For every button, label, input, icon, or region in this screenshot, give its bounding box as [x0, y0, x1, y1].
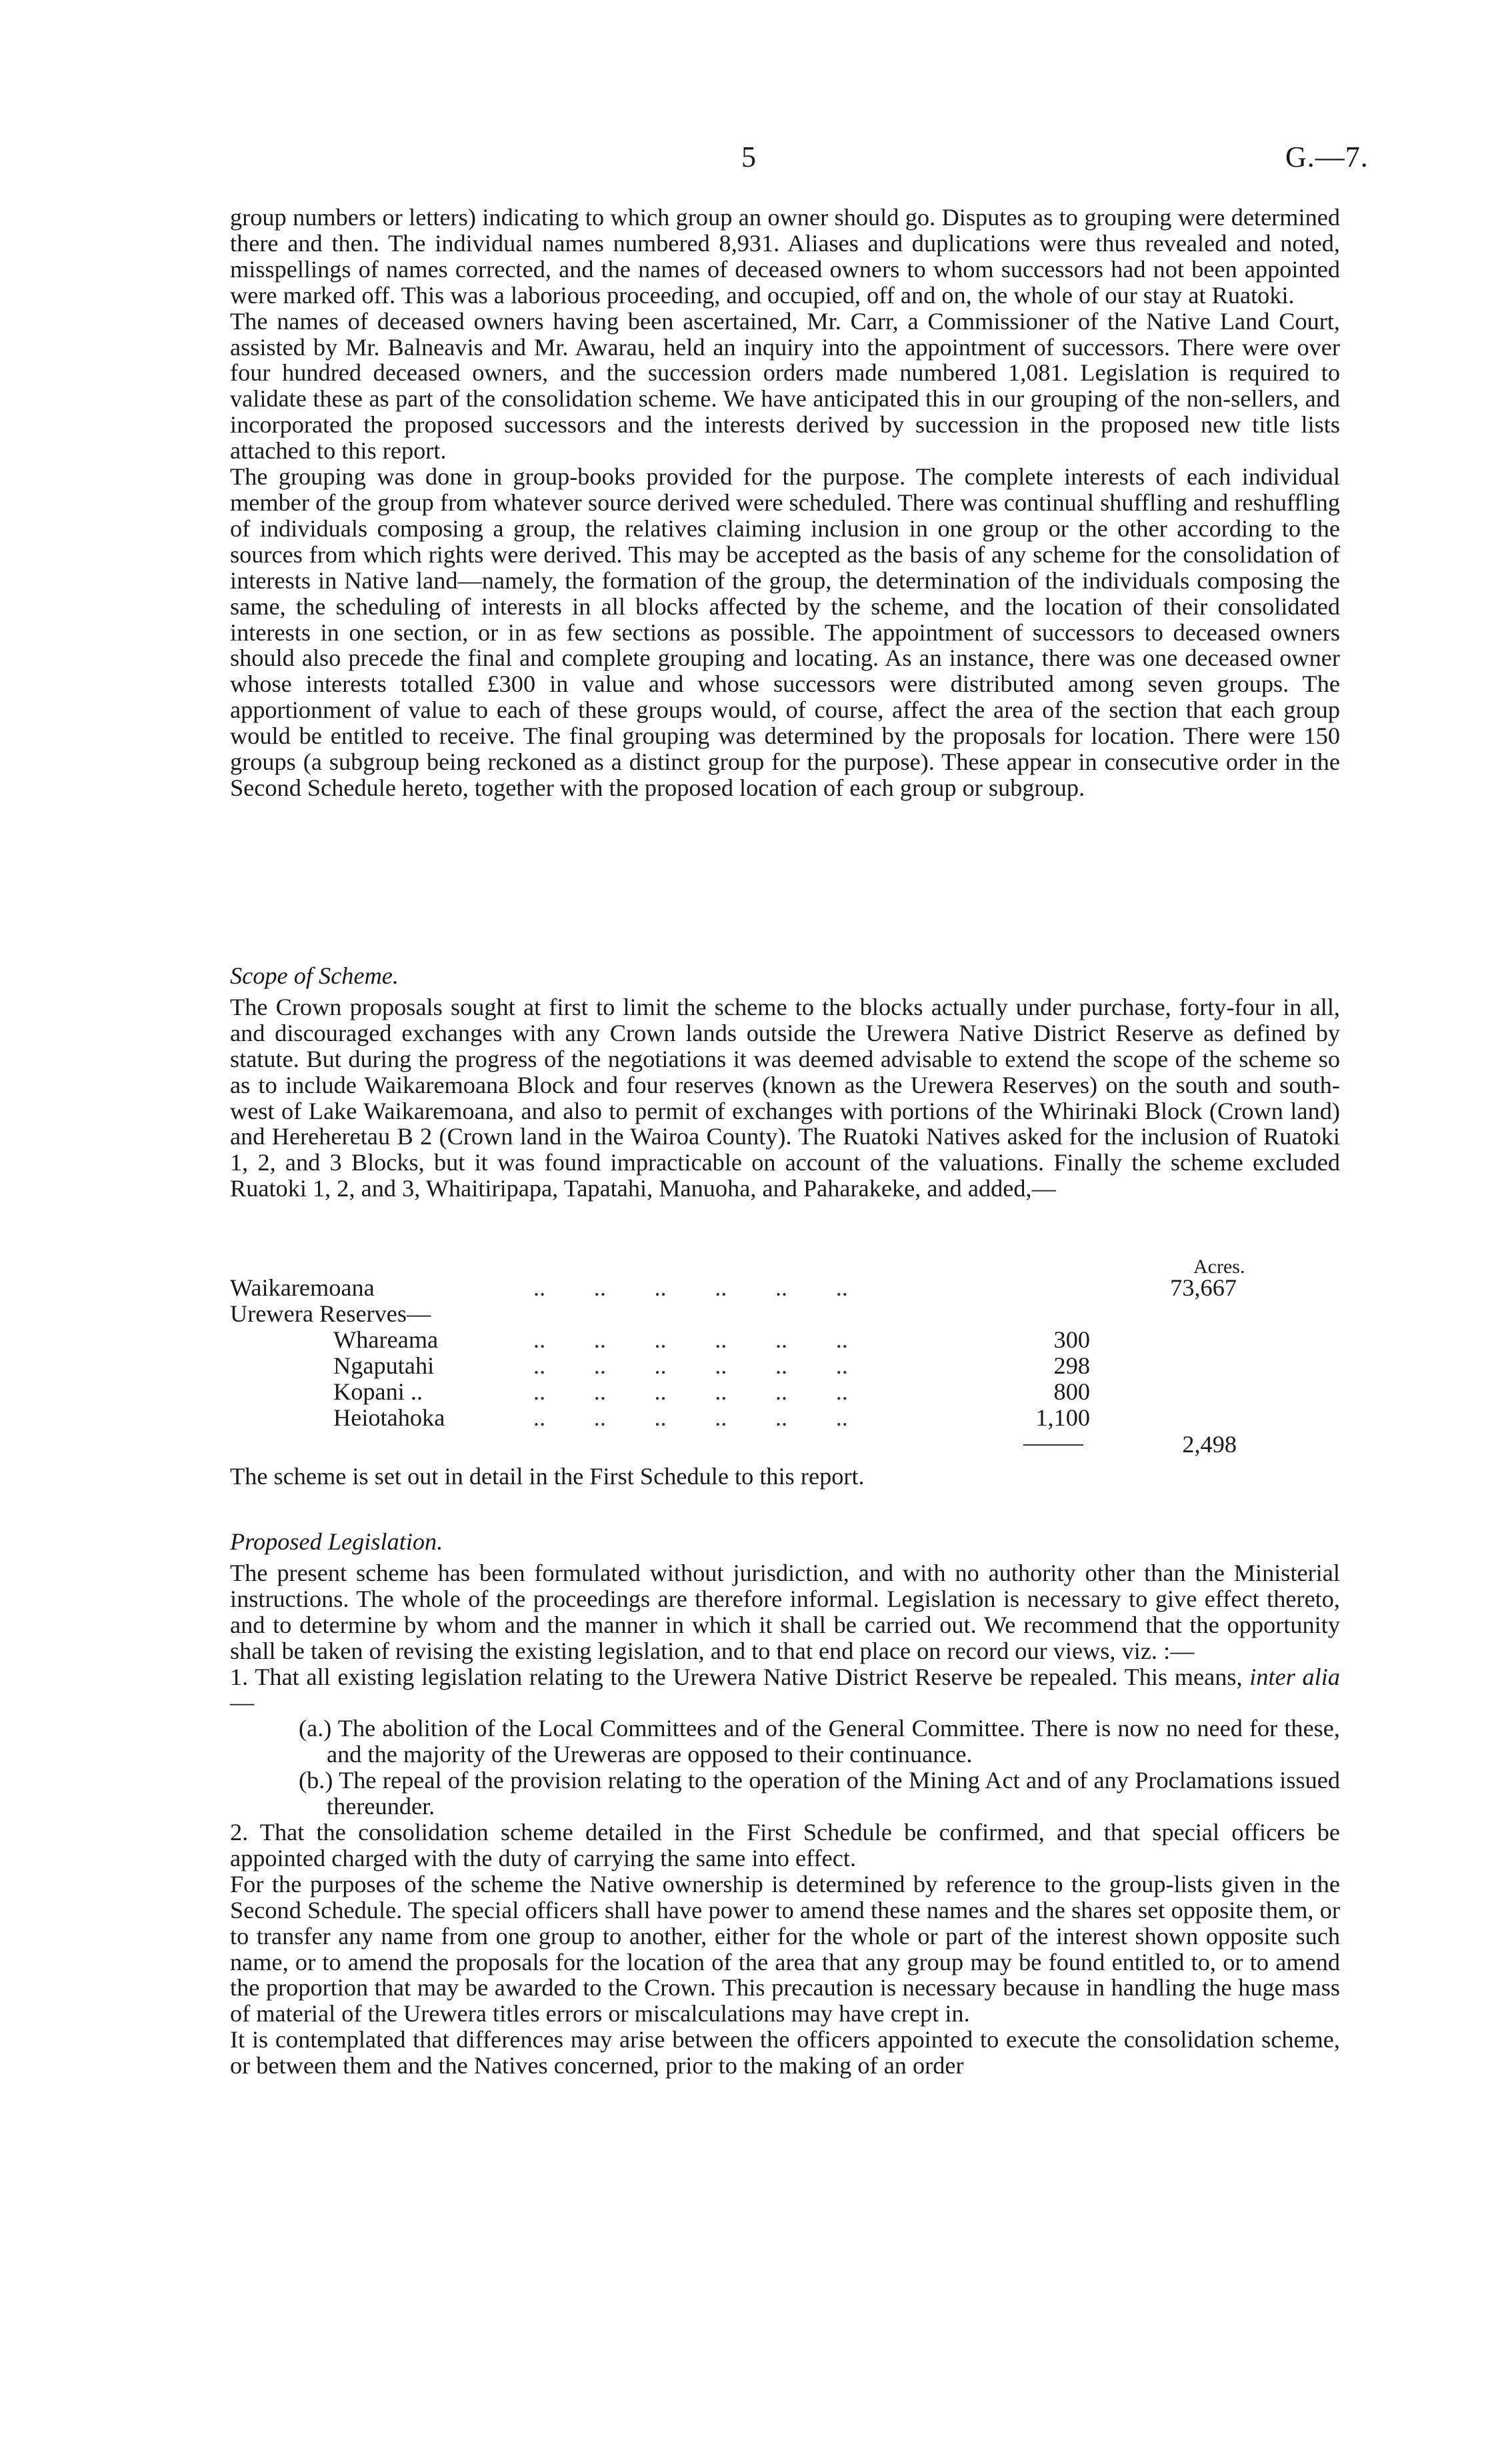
- numbered-item: 2. That the consolidation scheme detailed in the First Schedule be confirmed, and that special officers be appointed charged with the duty of carrying the same into effect.: [230, 1818, 1340, 1871]
- document-reference: G.—7.: [1285, 141, 1369, 173]
- table-value: 1,100: [1035, 1404, 1090, 1431]
- paragraph: The scheme is set out in detail in the First Schedule to this report.: [230, 1463, 865, 1490]
- subtotal-rule: [1023, 1444, 1083, 1446]
- paragraph: The names of deceased owners having been ascertained, Mr. Carr, a Commissioner of the Native Land Court, assisted by Mr. Balneavis and Mr. Awarau, held an inquiry into the appointment of successors. There were over four hundred deceased owners, and the succession orders made numbered 1,081. Legislation is required to validate these as part of the consolidation scheme. We have anticipated this in our grouping of the non-sellers, and incorporated the proposed successors and the interests derived by succession in the proposed new title lists attached to this report.: [230, 307, 1340, 465]
- table-row-label: Heiotahoka: [333, 1404, 445, 1431]
- paragraph: The Crown proposals sought at first to limit the scheme to the blocks actually under purchase, forty-four in all, and discouraged exchanges with any Crown lands outside the Urewera Native District Reserve as defined by statute. But during the progress of the negotiations it was deemed advisable to extend the scope of the scheme so as to include Waikaremoana Block and four reserves (known as the Urewera Reserves) on the south and south-west of Lake Waikaremoana, and also to permit of exchanges with portions of the Whirinaki Block (Crown land) and Hereheretau B 2 (Crown land in the Wairoa County). The Ruatoki Natives asked for the inclusion of Ruatoki 1, 2, and 3 Blocks, but it was found impracticable on account of the valuations. Finally the scheme excluded Ruatoki 1, 2, and 3, Whaitiripapa, Tapatahi, Manuoha, and Paharakeke, and added,—: [230, 993, 1340, 1202]
- page-header: [0, 140, 1504, 180]
- table-value: 300: [1053, 1326, 1090, 1353]
- table-row-label: Kopani ..: [333, 1378, 423, 1405]
- paragraph: It is contemplated that differences may arise between the officers appointed to execute the consolidation scheme, or between them and the Natives concerned, prior to the making of an order: [230, 2026, 1340, 2079]
- leader-dots: .. .. .. .. .. ..: [533, 1274, 848, 1301]
- table-value: 298: [1053, 1352, 1090, 1379]
- paragraph: group numbers or letters) indicating to which group an owner should go. Disputes as to grouping were determined there and then. The individual names numbered 8,931. Aliases and duplications were thus revealed and noted, misspellings of names corrected, and the names of deceased owners to whom successors had not been appointed were marked off. This was a laborious proceeding, and occupied, off and on, the whole of our stay at Ruatoki.: [230, 204, 1340, 309]
- numbered-item: [230, 1664, 1340, 1716]
- section-grouping: [230, 205, 1340, 801]
- table-row-label: Waikaremoana: [230, 1274, 375, 1301]
- item-tail: —: [230, 1689, 255, 1716]
- table-value: 73,667: [1170, 1274, 1237, 1301]
- leader-dots: .. .. .. .. .. ..: [533, 1352, 848, 1379]
- table-total: 2,498: [1182, 1431, 1237, 1458]
- item-text: 1. That all existing legislation relating to the Urewera Native District Reserve be repealed. This means,: [230, 1663, 1250, 1690]
- sub-item-b: (b.) The repeal of the provision relating to the operation of the Mining Act and of any Proclamations issued thereunder.: [299, 1767, 1340, 1820]
- item-emphasis: inter alia: [1249, 1663, 1341, 1690]
- table-value: 800: [1053, 1378, 1090, 1405]
- leader-dots: .. .. .. .. .. ..: [533, 1404, 848, 1431]
- leader-dots: .. .. .. .. .. ..: [533, 1378, 848, 1405]
- scope-closing: [230, 1464, 1340, 1490]
- section-heading: Scope of Scheme.: [230, 962, 399, 989]
- section-scope: [230, 963, 1340, 1202]
- paragraph: For the purposes of the scheme the Native ownership is determined by reference to the group-lists given in the Second Schedule. The special officers shall have power to amend these names and the shares set opposite them, or to transfer any name from one group to another, either for the whole or part of the interest shown opposite such name, or to amend the proposals for the location of the area that any group may be found entitled to, or to amend the proportion that may be awarded to the Crown. This precaution is necessary because in handling the huge mass of material of the Urewera titles errors or miscalculations may have crept in.: [230, 1870, 1340, 2027]
- sub-item-a: (a.) The abolition of the Local Committees and of the General Committee. There is now no need for these, and the majority of the Ureweras are opposed to their continuance.: [299, 1715, 1340, 1768]
- acres-unit-label: Acres.: [1193, 1256, 1245, 1278]
- section-legislation: [230, 1529, 1340, 2079]
- table-row-label: Whareama: [333, 1326, 439, 1353]
- section-heading: Proposed Legislation.: [230, 1528, 443, 1555]
- acreage-table: [230, 1254, 1340, 1474]
- paragraph: The grouping was done in group-books provided for the purpose. The complete interests of each individual member of the group from whatever source derived were scheduled. There was continual shuffling and reshuffling of individuals composing a group, the relatives claiming inclusion in one group or the other according to the sources from which rights were derived. This may be accepted as the basis of any scheme for the consolidation of interests in Native land—namely, the formation of the group, the determination of the individuals composing the same, the scheduling of interests in all blocks affected by the scheme, and the location of their consolidated interests in one section, or in as few sections as possible. The appointment of successors to deceased owners should also precede the final and complete grouping and locating. As an instance, there was one deceased owner whose interests totalled £300 in value and whose successors were distributed among seven groups. The apportionment of value to each of these groups would, of course, affect the area of the section that each group would be entitled to receive. The final grouping was determined by the proposals for location. There were 150 groups (a subgroup being reckoned as a distinct group for the purpose). These appear in consecutive order in the Second Schedule hereto, together with the proposed location of each group or subgroup.: [230, 463, 1340, 801]
- leader-dots: .. .. .. .. .. ..: [533, 1326, 848, 1353]
- table-row-label: Ngaputahi: [333, 1352, 435, 1379]
- page-number: 5: [741, 141, 756, 173]
- table-subheading: Urewera Reserves—: [230, 1300, 431, 1327]
- paragraph: The present scheme has been formulated without jurisdiction, and with no authority other than the Ministerial instructions. The whole of the proceedings are therefore informal. Legislation is necessary to give effect thereto, and to determine by whom and the manner in which it shall be carried out. We recommend that the opportunity shall be taken of revising the existing legislation, and to that end place on record our views, viz. :—: [230, 1559, 1340, 1664]
